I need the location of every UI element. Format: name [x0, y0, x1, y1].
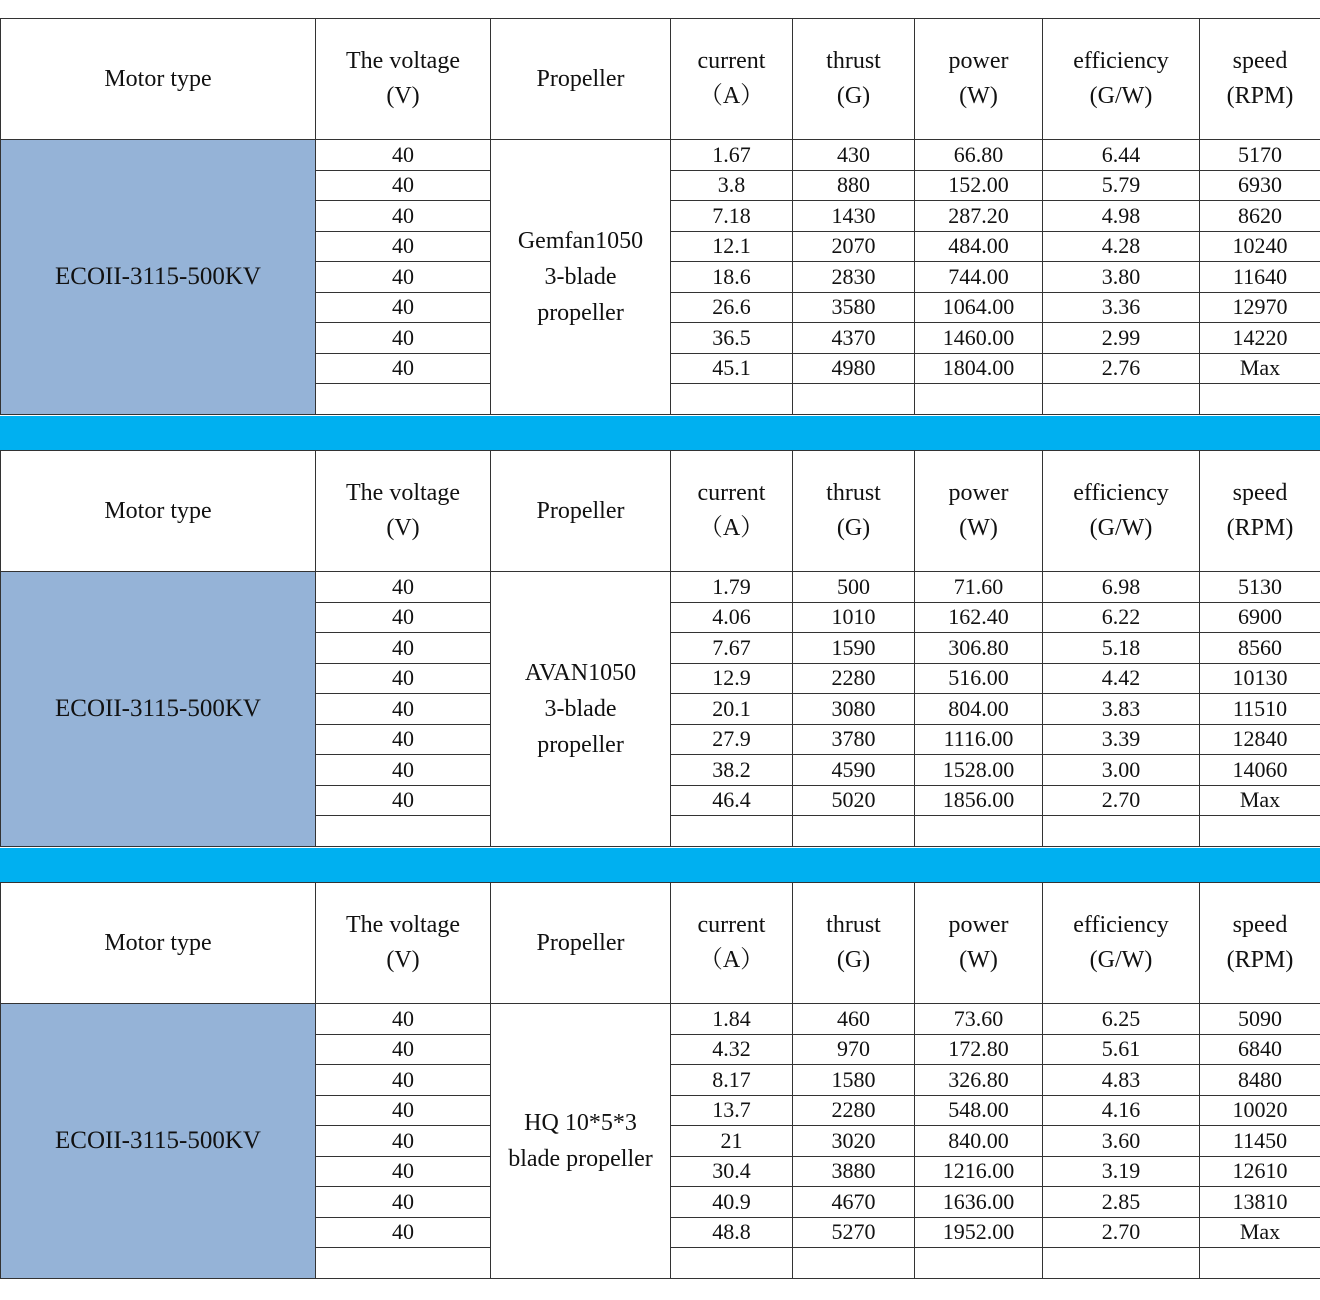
header-speed: [1200, 451, 1320, 572]
thrust-cell: 970: [793, 1034, 915, 1065]
header-line: efficiency: [1073, 48, 1169, 74]
header-line: current: [697, 48, 766, 74]
power-cell: 840.00: [915, 1126, 1043, 1157]
power-cell: 1528.00: [915, 755, 1043, 786]
voltage-cell: 40: [316, 231, 491, 262]
voltage-cell: 40: [316, 602, 491, 633]
header-efficiency: [1043, 883, 1200, 1004]
propeller-cell: [491, 1004, 671, 1279]
efficiency-cell: [1043, 384, 1200, 415]
efficiency-cell: 5.79: [1043, 170, 1200, 201]
thrust-cell: [793, 384, 915, 415]
efficiency-cell: 2.76: [1043, 353, 1200, 384]
header-row: [1, 883, 1320, 1004]
power-cell: 73.60: [915, 1004, 1043, 1035]
current-cell: 36.5: [671, 323, 793, 354]
voltage-cell: [316, 1248, 491, 1279]
header-line: （A）: [698, 947, 765, 973]
header-line: The voltage: [346, 480, 460, 506]
motor-test-table-3: [0, 882, 1320, 1279]
thrust-cell: 3580: [793, 292, 915, 323]
header-motor-type: Motor type: [1, 883, 316, 1004]
header-row: [1, 451, 1320, 572]
header-line: (G/W): [1089, 515, 1153, 541]
current-cell: 1.67: [671, 140, 793, 171]
efficiency-cell: 6.44: [1043, 140, 1200, 171]
efficiency-cell: 3.60: [1043, 1126, 1200, 1157]
propeller-line: propeller: [537, 299, 624, 326]
header-line: (G/W): [1089, 83, 1153, 109]
header-voltage: [316, 19, 491, 140]
motor-type-cell: ECOII-3115-500KV: [1, 1004, 316, 1279]
propeller-line: 3-blade: [544, 263, 617, 290]
speed-cell: 14220: [1200, 323, 1320, 354]
thrust-cell: 3080: [793, 694, 915, 725]
voltage-cell: 40: [316, 292, 491, 323]
efficiency-cell: [1043, 816, 1200, 847]
propeller-cell: [491, 572, 671, 847]
header-thrust: [793, 451, 915, 572]
propeller-line: Gemfan1050: [517, 227, 644, 254]
efficiency-cell: 2.99: [1043, 323, 1200, 354]
voltage-cell: 40: [316, 170, 491, 201]
speed-cell: [1200, 816, 1320, 847]
efficiency-cell: 2.70: [1043, 785, 1200, 816]
current-cell: 13.7: [671, 1095, 793, 1126]
header-power: [915, 883, 1043, 1004]
efficiency-cell: 4.16: [1043, 1095, 1200, 1126]
efficiency-cell: 3.83: [1043, 694, 1200, 725]
current-cell: 20.1: [671, 694, 793, 725]
header-line: power: [948, 48, 1009, 74]
voltage-cell: 40: [316, 633, 491, 664]
header-power: [915, 451, 1043, 572]
header-motor-type: Motor type: [1, 19, 316, 140]
propeller-cell: [491, 140, 671, 415]
header-line: speed: [1232, 480, 1288, 506]
current-cell: 1.79: [671, 572, 793, 603]
header-voltage: [316, 451, 491, 572]
speed-cell: 12840: [1200, 724, 1320, 755]
efficiency-cell: 3.80: [1043, 262, 1200, 293]
efficiency-cell: 4.28: [1043, 231, 1200, 262]
current-cell: 27.9: [671, 724, 793, 755]
voltage-cell: 40: [316, 663, 491, 694]
header-current: [671, 19, 793, 140]
power-cell: 1064.00: [915, 292, 1043, 323]
header-line: The voltage: [346, 48, 460, 74]
current-cell: 21: [671, 1126, 793, 1157]
power-cell: 287.20: [915, 201, 1043, 232]
speed-cell: Max: [1200, 1217, 1320, 1248]
current-cell: 8.17: [671, 1065, 793, 1096]
power-cell: 1116.00: [915, 724, 1043, 755]
header-efficiency: [1043, 451, 1200, 572]
header-line: (G): [836, 515, 871, 541]
current-cell: 18.6: [671, 262, 793, 293]
header-propeller: Propeller: [491, 883, 671, 1004]
speed-cell: 8480: [1200, 1065, 1320, 1096]
thrust-cell: 4670: [793, 1187, 915, 1218]
power-cell: [915, 1248, 1043, 1279]
thrust-cell: 2830: [793, 262, 915, 293]
thrust-cell: 4590: [793, 755, 915, 786]
power-cell: 1952.00: [915, 1217, 1043, 1248]
header-current: [671, 451, 793, 572]
header-line: (V): [386, 947, 420, 973]
voltage-cell: 40: [316, 1187, 491, 1218]
header-speed: [1200, 883, 1320, 1004]
current-cell: 12.1: [671, 231, 793, 262]
propeller-line: propeller: [537, 731, 624, 758]
current-cell: 4.06: [671, 602, 793, 633]
power-cell: 804.00: [915, 694, 1043, 725]
header-line: (V): [386, 83, 420, 109]
speed-cell: 11640: [1200, 262, 1320, 293]
thrust-cell: 4980: [793, 353, 915, 384]
thrust-cell: 5270: [793, 1217, 915, 1248]
voltage-cell: 40: [316, 755, 491, 786]
power-cell: 1216.00: [915, 1156, 1043, 1187]
header-motor-type: Motor type: [1, 451, 316, 572]
header-row: [1, 19, 1320, 140]
efficiency-cell: 3.39: [1043, 724, 1200, 755]
current-cell: [671, 816, 793, 847]
current-cell: 12.9: [671, 663, 793, 694]
motor-test-table-1: [0, 18, 1320, 415]
separator-bar-1: [0, 416, 1320, 450]
speed-cell: 11450: [1200, 1126, 1320, 1157]
data-table: [0, 450, 1320, 847]
voltage-cell: [316, 384, 491, 415]
efficiency-cell: 3.19: [1043, 1156, 1200, 1187]
header-line: efficiency: [1073, 480, 1169, 506]
header-line: speed: [1232, 48, 1288, 74]
speed-cell: 13810: [1200, 1187, 1320, 1218]
efficiency-cell: 4.42: [1043, 663, 1200, 694]
header-current: [671, 883, 793, 1004]
thrust-cell: 460: [793, 1004, 915, 1035]
voltage-cell: 40: [316, 140, 491, 171]
voltage-cell: 40: [316, 1126, 491, 1157]
header-propeller: Propeller: [491, 19, 671, 140]
power-cell: [915, 816, 1043, 847]
power-cell: 152.00: [915, 170, 1043, 201]
current-cell: [671, 1248, 793, 1279]
thrust-cell: [793, 816, 915, 847]
thrust-cell: 1590: [793, 633, 915, 664]
efficiency-cell: 6.22: [1043, 602, 1200, 633]
header-line: (RPM): [1226, 515, 1294, 541]
table-row: [1, 140, 1320, 171]
current-cell: [671, 384, 793, 415]
voltage-cell: 40: [316, 1095, 491, 1126]
voltage-cell: 40: [316, 1156, 491, 1187]
current-cell: 3.8: [671, 170, 793, 201]
voltage-cell: 40: [316, 572, 491, 603]
efficiency-cell: 3.00: [1043, 755, 1200, 786]
speed-cell: 5130: [1200, 572, 1320, 603]
efficiency-cell: 4.98: [1043, 201, 1200, 232]
header-thrust: [793, 19, 915, 140]
power-cell: 1460.00: [915, 323, 1043, 354]
current-cell: 26.6: [671, 292, 793, 323]
current-cell: 40.9: [671, 1187, 793, 1218]
power-cell: 71.60: [915, 572, 1043, 603]
voltage-cell: 40: [316, 262, 491, 293]
header-line: (W): [959, 83, 998, 109]
thrust-cell: 500: [793, 572, 915, 603]
current-cell: 38.2: [671, 755, 793, 786]
header-line: (G/W): [1089, 947, 1153, 973]
thrust-cell: 3020: [793, 1126, 915, 1157]
efficiency-cell: 5.61: [1043, 1034, 1200, 1065]
thrust-cell: 880: [793, 170, 915, 201]
header-line: current: [697, 912, 766, 938]
speed-cell: 5090: [1200, 1004, 1320, 1035]
voltage-cell: 40: [316, 201, 491, 232]
propeller-line: 3-blade: [544, 695, 617, 722]
speed-cell: 5170: [1200, 140, 1320, 171]
speed-cell: 8620: [1200, 201, 1320, 232]
propeller-line: AVAN1050: [524, 659, 637, 686]
current-cell: 48.8: [671, 1217, 793, 1248]
table-row: [1, 1004, 1320, 1035]
speed-cell: Max: [1200, 785, 1320, 816]
header-line: （A）: [698, 515, 765, 541]
efficiency-cell: 2.85: [1043, 1187, 1200, 1218]
thrust-cell: 4370: [793, 323, 915, 354]
speed-cell: 12970: [1200, 292, 1320, 323]
power-cell: 744.00: [915, 262, 1043, 293]
separator-bar-2: [0, 848, 1320, 882]
voltage-cell: 40: [316, 1004, 491, 1035]
header-line: power: [948, 480, 1009, 506]
power-cell: 1636.00: [915, 1187, 1043, 1218]
header-power: [915, 19, 1043, 140]
speed-cell: 10020: [1200, 1095, 1320, 1126]
current-cell: 46.4: [671, 785, 793, 816]
current-cell: 1.84: [671, 1004, 793, 1035]
voltage-cell: 40: [316, 323, 491, 354]
header-line: (RPM): [1226, 947, 1294, 973]
efficiency-cell: 5.18: [1043, 633, 1200, 664]
speed-cell: 8560: [1200, 633, 1320, 664]
header-line: （A）: [698, 83, 765, 109]
thrust-cell: 2070: [793, 231, 915, 262]
power-cell: 484.00: [915, 231, 1043, 262]
current-cell: 30.4: [671, 1156, 793, 1187]
current-cell: 4.32: [671, 1034, 793, 1065]
speed-cell: [1200, 384, 1320, 415]
speed-cell: Max: [1200, 353, 1320, 384]
data-table: [0, 882, 1320, 1279]
current-cell: 45.1: [671, 353, 793, 384]
efficiency-cell: 2.70: [1043, 1217, 1200, 1248]
thrust-cell: 3880: [793, 1156, 915, 1187]
voltage-cell: 40: [316, 694, 491, 725]
thrust-cell: 1580: [793, 1065, 915, 1096]
voltage-cell: 40: [316, 1217, 491, 1248]
power-cell: 1856.00: [915, 785, 1043, 816]
efficiency-cell: [1043, 1248, 1200, 1279]
efficiency-cell: 3.36: [1043, 292, 1200, 323]
power-cell: 306.80: [915, 633, 1043, 664]
header-line: (G): [836, 947, 871, 973]
voltage-cell: 40: [316, 353, 491, 384]
table-row: [1, 572, 1320, 603]
header-line: speed: [1232, 912, 1288, 938]
header-thrust: [793, 883, 915, 1004]
propeller-line: HQ 10*5*3: [524, 1109, 637, 1136]
header-line: thrust: [826, 48, 881, 74]
header-voltage: [316, 883, 491, 1004]
thrust-cell: 2280: [793, 663, 915, 694]
thrust-cell: 2280: [793, 1095, 915, 1126]
current-cell: 7.18: [671, 201, 793, 232]
efficiency-cell: 6.25: [1043, 1004, 1200, 1035]
speed-cell: 10240: [1200, 231, 1320, 262]
power-cell: 326.80: [915, 1065, 1043, 1096]
thrust-cell: 1430: [793, 201, 915, 232]
power-cell: 1804.00: [915, 353, 1043, 384]
header-line: (W): [959, 515, 998, 541]
speed-cell: [1200, 1248, 1320, 1279]
voltage-cell: 40: [316, 785, 491, 816]
power-cell: 516.00: [915, 663, 1043, 694]
header-line: (G): [836, 83, 871, 109]
thrust-cell: 3780: [793, 724, 915, 755]
speed-cell: 6900: [1200, 602, 1320, 633]
header-line: The voltage: [346, 912, 460, 938]
motor-type-cell: ECOII-3115-500KV: [1, 140, 316, 415]
data-table: [0, 18, 1320, 415]
header-line: (V): [386, 515, 420, 541]
speed-cell: 6930: [1200, 170, 1320, 201]
efficiency-cell: 4.83: [1043, 1065, 1200, 1096]
power-cell: 548.00: [915, 1095, 1043, 1126]
header-line: thrust: [826, 912, 881, 938]
speed-cell: 12610: [1200, 1156, 1320, 1187]
header-line: current: [697, 480, 766, 506]
speed-cell: 14060: [1200, 755, 1320, 786]
power-cell: 66.80: [915, 140, 1043, 171]
speed-cell: 6840: [1200, 1034, 1320, 1065]
speed-cell: 10130: [1200, 663, 1320, 694]
thrust-cell: 430: [793, 140, 915, 171]
power-cell: 162.40: [915, 602, 1043, 633]
power-cell: 172.80: [915, 1034, 1043, 1065]
header-propeller: Propeller: [491, 451, 671, 572]
voltage-cell: [316, 816, 491, 847]
header-line: power: [948, 912, 1009, 938]
thrust-cell: 1010: [793, 602, 915, 633]
motor-test-table-2: [0, 450, 1320, 847]
header-line: efficiency: [1073, 912, 1169, 938]
efficiency-cell: 6.98: [1043, 572, 1200, 603]
voltage-cell: 40: [316, 724, 491, 755]
header-line: (RPM): [1226, 83, 1294, 109]
speed-cell: 11510: [1200, 694, 1320, 725]
thrust-cell: 5020: [793, 785, 915, 816]
header-line: thrust: [826, 480, 881, 506]
current-cell: 7.67: [671, 633, 793, 664]
header-speed: [1200, 19, 1320, 140]
voltage-cell: 40: [316, 1065, 491, 1096]
propeller-line: blade propeller: [508, 1145, 653, 1172]
header-line: (W): [959, 947, 998, 973]
voltage-cell: 40: [316, 1034, 491, 1065]
thrust-cell: [793, 1248, 915, 1279]
motor-type-cell: ECOII-3115-500KV: [1, 572, 316, 847]
header-efficiency: [1043, 19, 1200, 140]
power-cell: [915, 384, 1043, 415]
